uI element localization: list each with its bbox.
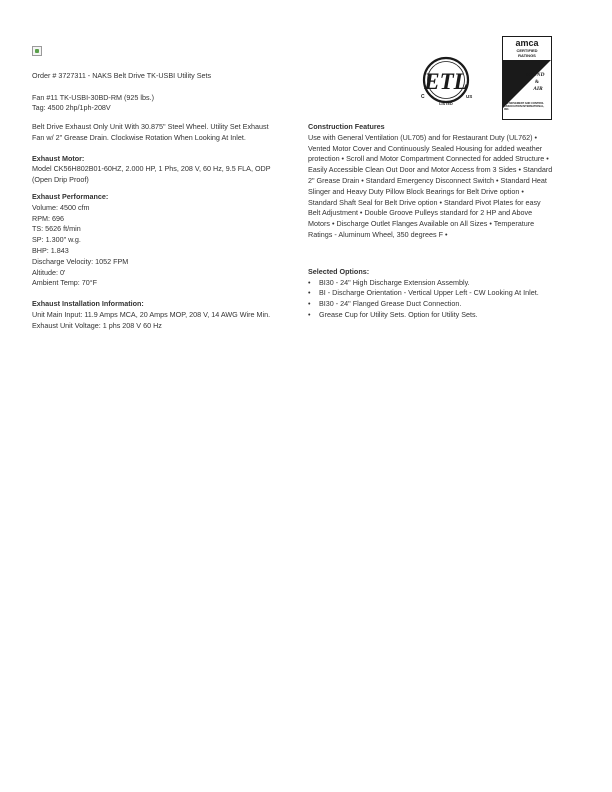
etl-us-label: US [466, 94, 473, 99]
selected-options-heading: Selected Options: [308, 266, 370, 276]
perf-ambient-temp: Ambient Temp: 70°F [32, 278, 98, 288]
exhaust-motor-section [32, 154, 278, 186]
perf-ts: TS: 5626 ft/min [32, 224, 81, 234]
construction-features-section [308, 122, 554, 241]
product-image-placeholder [32, 46, 42, 56]
perf-rpm: RPM: 696 [32, 213, 64, 223]
fan-line: Fan #11 TK-USBI-30BD-RM (925 lbs.) [32, 93, 154, 102]
amca-and: & [534, 80, 540, 85]
exhaust-performance-heading: Exhaust Performance: [32, 191, 109, 201]
tag-line: Tag: 4500 2hp/1ph-208V [32, 103, 111, 112]
perf-volume: Volume: 4500 cfm [32, 202, 90, 212]
etl-c-label: C [421, 94, 425, 100]
exhaust-installation-text: Unit Main Input: 11.9 Amps MCA, 20 Amps MOP, 208 V, 14 AWG Wire Min. [32, 309, 271, 319]
amca-org: AIR MOVEMENT AND CONTROL ASSOCIATION INTERNATIONAL, INC. [504, 102, 545, 111]
unit-description: Belt Drive Exhaust Only Unit With 30.875" Steel Wheel. Utility Set Exhaust Fan w/ 2" Grease Drain. Clockwise Rotation When Looking At Inlet. [32, 122, 269, 142]
amca-ratings: RATINGS [518, 53, 536, 58]
amca-certified-ratings-logo [502, 36, 552, 120]
construction-features-heading: Construction Features [308, 122, 385, 131]
exhaust-unit-voltage: Exhaust Unit Voltage: 1 phs 208 V 60 Hz [32, 320, 162, 330]
amca-sound: SOUND [525, 72, 545, 78]
exhaust-motor-text: Model CK56H802B01-60HZ, 2.000 HP, 1 Phs, 208 V, 60 Hz, 9.5 FLA, ODP (Open Drip Proof) [32, 164, 271, 185]
exhaust-installation-heading: Exhaust Installation Information: [32, 299, 144, 309]
svg-text:ETL: ETL [424, 69, 468, 94]
exhaust-motor-heading: Exhaust Motor: [32, 153, 85, 163]
option-item: • BI30 - 24" Flanged Grease Duct Connection. [308, 299, 554, 310]
construction-features-text: Use with General Ventilation (UL705) and for Restaurant Duty (UL762) • Vented Motor Cover and Continuously Sealed Housing for added weather protection • Scroll and Motor Compartment Connected for added Structure • Easily Accessible Clean Out Door and Motor Access from 3 Sides • Standard 2" Grease Drain • Standard Emergency Disconnect Switch • Standard Heat Slinger and Heavy Duty Pillow Block Bearings for Belt Drive option • Standard Shaft Seal for Belt Drive option • Standard Pivot Plates for easy Belt Adjustment • Double Groove Pulleys standard for 2 HP and Above Motors • Discharge Outlet Flanges Available on All Sizes • Temperature Ratings - Aluminum Wheel, 350 degrees F • [308, 132, 553, 239]
option-item: • BI - Discharge Orientation - Vertical Upper Left - CW Looking At Inlet. [308, 288, 554, 299]
perf-sp: SP: 1.300" w.g. [32, 235, 81, 245]
etl-listed-label: LISTED [439, 102, 453, 106]
selected-options-section [308, 267, 554, 321]
option-item: • Grease Cup for Utility Sets. Option for Utility Sets. [308, 310, 554, 321]
perf-bhp: BHP: 1.843 [32, 245, 69, 255]
exhaust-performance-section [32, 192, 278, 289]
perf-discharge-velocity: Discharge Velocity: 1052 FPM [32, 256, 129, 266]
amca-brand: amca [515, 38, 539, 48]
exhaust-installation-section [32, 299, 278, 331]
etl-listed-logo [412, 54, 484, 108]
amca-air: AIR [533, 86, 543, 92]
right-column [308, 122, 554, 321]
selected-options-list [308, 278, 554, 321]
perf-altitude: Altitude: 0' [32, 267, 66, 277]
order-line: Order # 3727311 - NAKS Belt Drive TK-USBI Utility Sets [32, 71, 212, 80]
option-item: • BI30 - 24" High Discharge Extension Assembly. [308, 278, 554, 289]
amca-certified: CERTIFIED [516, 48, 538, 53]
left-column [32, 122, 278, 332]
